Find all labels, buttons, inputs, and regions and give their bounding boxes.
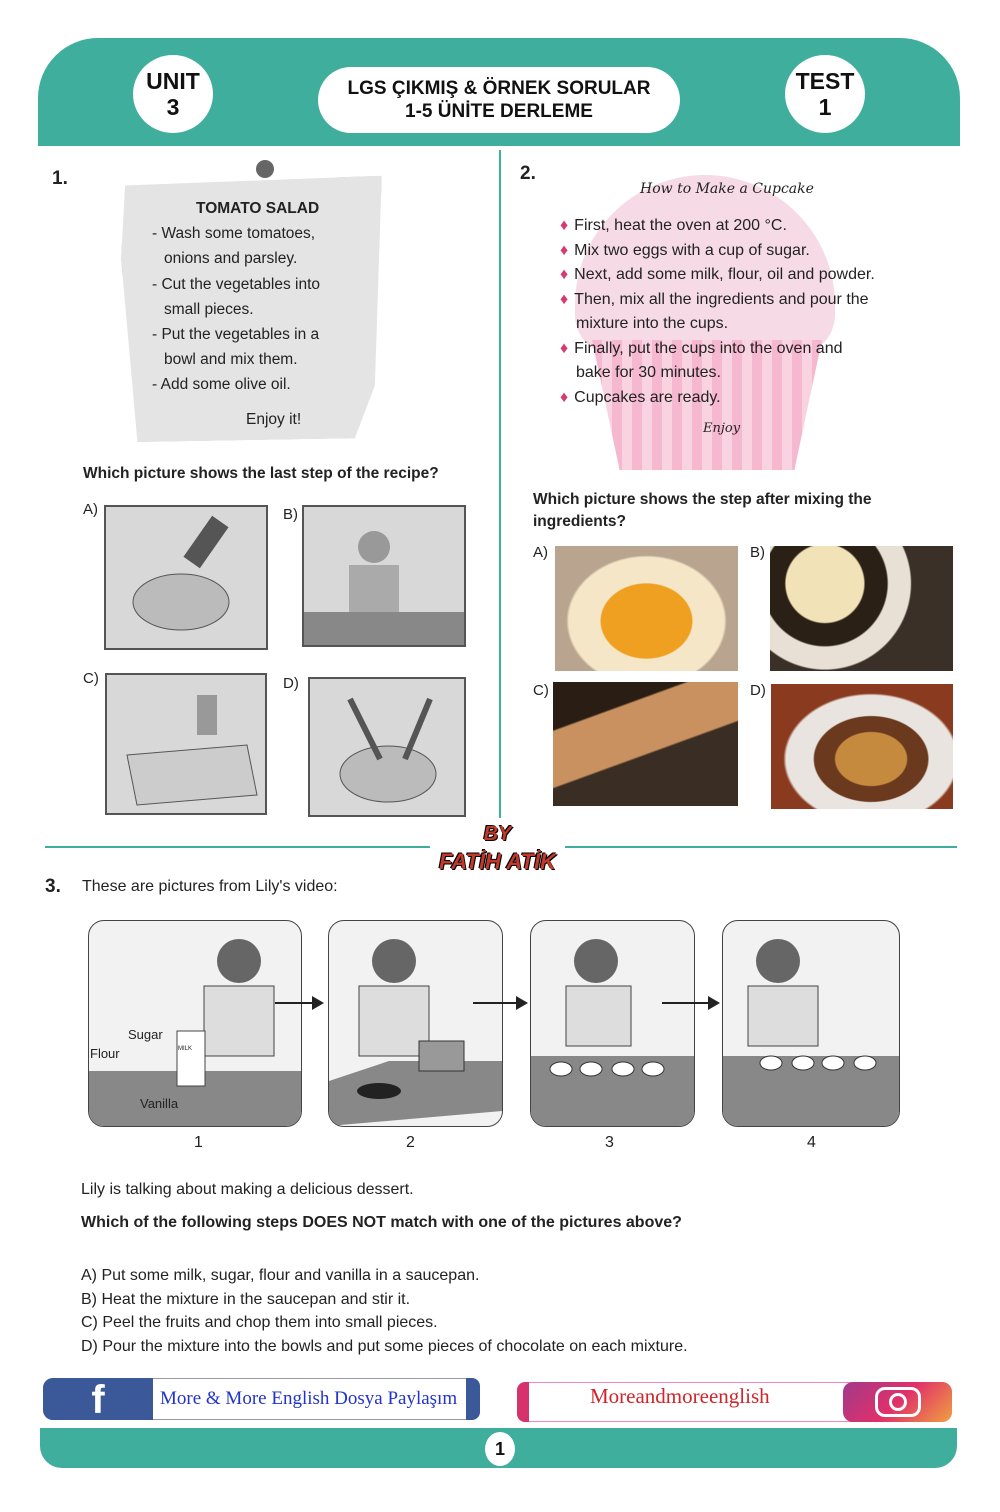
flour-label: Flour xyxy=(90,1046,120,1061)
step: Cupcakes are ready. xyxy=(574,388,721,406)
question-intro: These are pictures from Lily's video: xyxy=(82,878,338,895)
option-label[interactable]: D) xyxy=(750,682,766,699)
cupcake-bullet-icon: ♦ xyxy=(560,217,569,234)
note-footer: Enjoy it! xyxy=(246,410,302,428)
picture-number: 2 xyxy=(406,1134,415,1151)
card-footer: Enjoy xyxy=(703,421,741,436)
arrow-icon xyxy=(662,1002,718,1004)
question-number: 1. xyxy=(52,168,68,189)
question-line: Which picture shows the step after mixing the xyxy=(533,491,872,508)
recipe-note-text xyxy=(152,196,320,432)
cupcake-bullet-icon: ♦ xyxy=(560,290,569,308)
facebook-text[interactable]: More & More English Dosya Paylaşım xyxy=(160,1388,458,1409)
step: Then, mix all the ingredients and pour the xyxy=(574,290,869,308)
option-a-photo[interactable] xyxy=(555,546,738,671)
picture-number: 1 xyxy=(194,1134,203,1151)
picture-number: 4 xyxy=(807,1134,816,1151)
note-line: bowl and mix them. xyxy=(164,351,298,369)
note-line: small pieces. xyxy=(164,300,254,318)
test-number: 1 xyxy=(818,94,832,120)
sugar-label: Sugar xyxy=(128,1027,163,1042)
note-line: - Cut the vegetables into xyxy=(152,275,321,293)
logo-line1: BY xyxy=(483,823,512,845)
logo-line2: FATİH ATİK xyxy=(439,849,556,874)
section-divider xyxy=(565,846,957,848)
option-b-photo[interactable] xyxy=(770,546,953,671)
pin-icon xyxy=(256,160,274,178)
answer-options xyxy=(81,1264,688,1358)
milk-label: MILK xyxy=(178,1046,193,1052)
picture-number: 3 xyxy=(605,1134,614,1151)
title-line2: 1-5 ÜNİTE DERLEME xyxy=(405,101,593,122)
option-c-image[interactable] xyxy=(105,673,267,815)
step: mixture into the cups. xyxy=(576,315,729,332)
author-logo xyxy=(430,820,565,876)
step: Mix two eggs with a cup of sugar. xyxy=(574,241,810,259)
arrow-icon xyxy=(275,1002,322,1004)
question-text: Which picture shows the last step of the recipe? xyxy=(83,465,439,482)
cupcake-bullet-icon: ♦ xyxy=(560,241,569,259)
option-a-image[interactable] xyxy=(104,505,268,650)
unit-number: 3 xyxy=(166,94,180,120)
answer-option-d[interactable]: D) Pour the mixture into the bowls and put some pieces of chocolate on each mixture. xyxy=(81,1337,688,1355)
cupcake-steps xyxy=(560,214,875,410)
step: Finally, put the cups into the oven and xyxy=(574,339,843,357)
title-pill xyxy=(318,67,680,133)
note-line: - Put the vegetables in a xyxy=(152,326,320,344)
note-title: TOMATO SALAD xyxy=(196,200,320,217)
test-label: TEST xyxy=(795,68,855,94)
note-line: - Add some olive oil. xyxy=(152,376,291,394)
note-line: - Wash some tomatoes, xyxy=(152,225,316,243)
statement-text: Lily is talking about making a delicious dessert. xyxy=(81,1181,414,1198)
facebook-banner-edge xyxy=(466,1378,480,1420)
question-text: Which of the following steps DOES NOT match with one of the pictures above? xyxy=(81,1214,682,1231)
option-label[interactable]: A) xyxy=(83,501,98,518)
option-label[interactable]: A) xyxy=(533,544,548,561)
card-title: How to Make a Cupcake xyxy=(640,181,814,197)
question-text xyxy=(533,489,871,533)
instagram-icon xyxy=(843,1382,952,1422)
option-d-photo[interactable] xyxy=(771,684,953,809)
cupcake-bullet-icon: ♦ xyxy=(560,339,569,357)
option-c-photo[interactable] xyxy=(553,682,738,806)
question-number: 3. xyxy=(45,876,61,897)
video-picture-1 xyxy=(88,920,302,1127)
step: bake for 30 minutes. xyxy=(576,364,721,381)
step: First, heat the oven at 200 °C. xyxy=(574,217,787,234)
option-label[interactable]: C) xyxy=(83,670,99,687)
question-line: ingredients? xyxy=(533,513,627,530)
answer-option-c[interactable]: C) Peel the fruits and chop them into small pieces. xyxy=(81,1314,438,1331)
arrow-icon xyxy=(473,1002,526,1004)
page-number-text: 1 xyxy=(494,1439,505,1459)
step: Next, add some milk, flour, oil and powder. xyxy=(574,266,875,283)
option-b-image[interactable] xyxy=(302,505,466,647)
answer-option-a[interactable]: A) Put some milk, sugar, flour and vanilla in a saucepan. xyxy=(81,1267,480,1284)
unit-label: UNIT xyxy=(146,68,200,94)
option-label[interactable]: D) xyxy=(283,675,299,692)
option-label[interactable]: C) xyxy=(533,682,549,699)
test-badge xyxy=(785,55,865,133)
vanilla-label: Vanilla xyxy=(140,1096,179,1111)
video-picture-4 xyxy=(722,920,900,1127)
option-label[interactable]: B) xyxy=(750,544,765,561)
cupcake-bullet-icon: ♦ xyxy=(560,266,569,283)
cupcake-bullet-icon: ♦ xyxy=(560,388,569,406)
page-number xyxy=(485,1432,515,1466)
title-line1: LGS ÇIKMIŞ & ÖRNEK SORULAR xyxy=(347,78,651,99)
instagram-banner-edge xyxy=(517,1382,529,1422)
unit-badge xyxy=(133,55,213,133)
facebook-icon: f xyxy=(43,1378,153,1420)
video-picture-2 xyxy=(328,920,503,1127)
note-line: onions and parsley. xyxy=(164,250,298,268)
question-number: 2. xyxy=(520,163,536,184)
option-d-image[interactable] xyxy=(308,677,466,817)
column-divider xyxy=(499,150,501,818)
option-label[interactable]: B) xyxy=(283,506,298,523)
section-divider xyxy=(45,846,430,848)
answer-option-b[interactable]: B) Heat the mixture in the saucepan and stir it. xyxy=(81,1290,411,1308)
video-picture-3 xyxy=(530,920,695,1127)
instagram-text[interactable]: Moreandmoreenglish xyxy=(590,1384,770,1408)
